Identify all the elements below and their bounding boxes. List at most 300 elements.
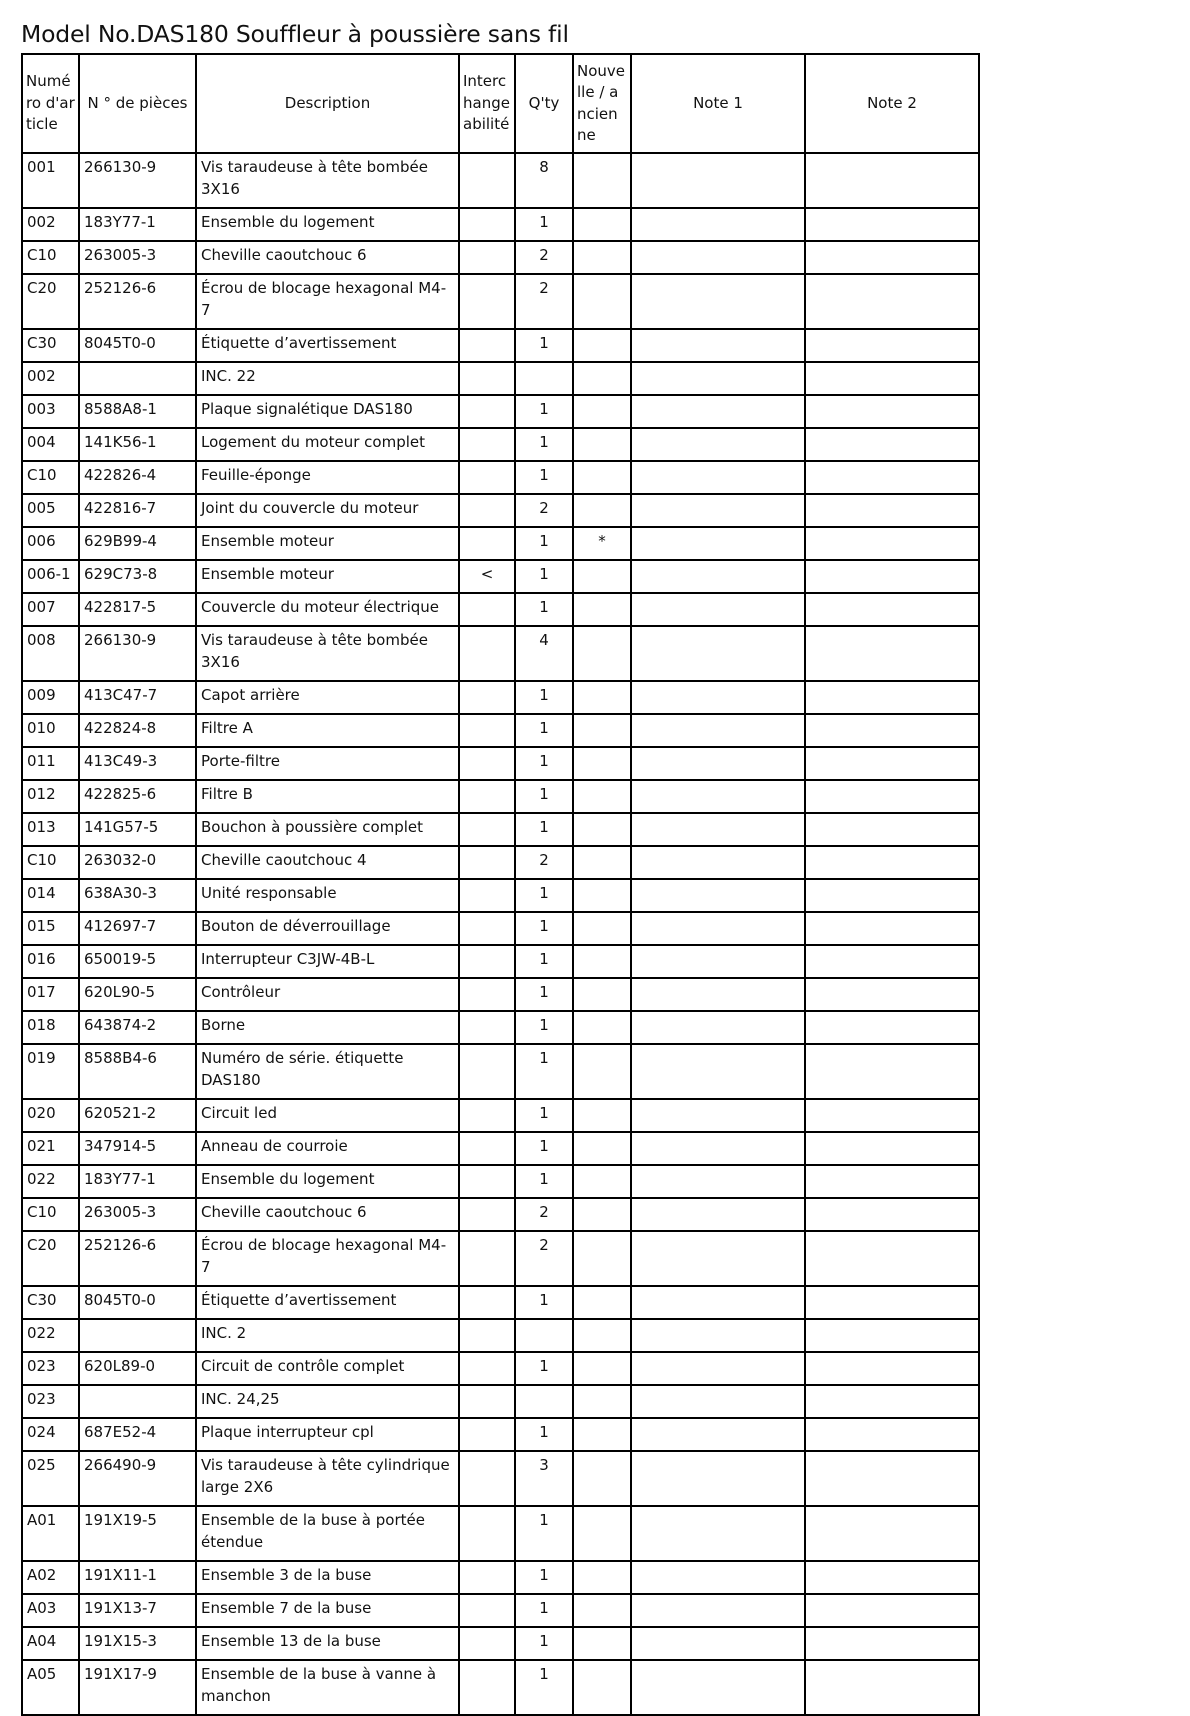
cell-interchangeability: [459, 714, 515, 747]
cell-item-number: 005: [22, 494, 79, 527]
cell-new-old: [573, 1231, 631, 1286]
cell-new-old: [573, 1418, 631, 1451]
cell-item-number: 022: [22, 1165, 79, 1198]
cell-interchangeability: [459, 813, 515, 846]
parts-table: [21, 53, 980, 1716]
table-row: [22, 780, 979, 813]
cell-note-2: [805, 274, 979, 329]
cell-note-1: [631, 593, 805, 626]
cell-new-old: [573, 747, 631, 780]
cell-part-number: 266490-9: [79, 1451, 196, 1506]
cell-note-1: [631, 945, 805, 978]
cell-part-number: 347914-5: [79, 1132, 196, 1165]
cell-note-1: [631, 747, 805, 780]
cell-quantity: 1: [515, 208, 573, 241]
cell-note-2: [805, 846, 979, 879]
cell-interchangeability: [459, 1132, 515, 1165]
cell-note-1: [631, 274, 805, 329]
cell-new-old: [573, 1198, 631, 1231]
cell-note-2: [805, 1660, 979, 1715]
cell-new-old: [573, 945, 631, 978]
cell-quantity: 2: [515, 1231, 573, 1286]
cell-note-2: [805, 208, 979, 241]
table-row: [22, 1506, 979, 1561]
cell-interchangeability: [459, 494, 515, 527]
cell-quantity: 1: [515, 1011, 573, 1044]
cell-interchangeability: [459, 879, 515, 912]
table-row: [22, 813, 979, 846]
cell-quantity: 1: [515, 329, 573, 362]
cell-item-number: C30: [22, 329, 79, 362]
cell-new-old: [573, 1286, 631, 1319]
table-row: [22, 1561, 979, 1594]
cell-note-1: [631, 1044, 805, 1099]
cell-description: Feuille-éponge: [196, 461, 459, 494]
cell-note-2: [805, 1319, 979, 1352]
cell-interchangeability: [459, 945, 515, 978]
cell-description: Plaque signalétique DAS180: [196, 395, 459, 428]
cell-item-number: 006: [22, 527, 79, 560]
cell-description: Logement du moteur complet: [196, 428, 459, 461]
cell-item-number: C20: [22, 1231, 79, 1286]
cell-note-2: [805, 241, 979, 274]
cell-quantity: 2: [515, 846, 573, 879]
cell-new-old: [573, 978, 631, 1011]
cell-quantity: 1: [515, 1286, 573, 1319]
cell-new-old: [573, 461, 631, 494]
cell-quantity: 1: [515, 780, 573, 813]
cell-part-number: 266130-9: [79, 153, 196, 208]
cell-part-number: 8588B4-6: [79, 1044, 196, 1099]
cell-new-old: [573, 1099, 631, 1132]
header-new-old: Nouvelle / ancienne: [573, 54, 631, 153]
cell-note-1: [631, 362, 805, 395]
cell-new-old: [573, 274, 631, 329]
cell-part-number: 191X13-7: [79, 1594, 196, 1627]
cell-item-number: 003: [22, 395, 79, 428]
cell-new-old: [573, 593, 631, 626]
cell-new-old: [573, 1165, 631, 1198]
cell-quantity: 1: [515, 1132, 573, 1165]
cell-description: Ensemble 13 de la buse: [196, 1627, 459, 1660]
cell-note-2: [805, 1132, 979, 1165]
table-row: [22, 1165, 979, 1198]
cell-item-number: C20: [22, 274, 79, 329]
cell-interchangeability: [459, 1506, 515, 1561]
cell-description: Circuit de contrôle complet: [196, 1352, 459, 1385]
cell-item-number: 015: [22, 912, 79, 945]
cell-quantity: 1: [515, 1044, 573, 1099]
cell-interchangeability: [459, 153, 515, 208]
cell-note-1: [631, 1385, 805, 1418]
table-row: [22, 1385, 979, 1418]
cell-interchangeability: [459, 1044, 515, 1099]
cell-part-number: 650019-5: [79, 945, 196, 978]
cell-interchangeability: [459, 846, 515, 879]
cell-part-number: 687E52-4: [79, 1418, 196, 1451]
cell-note-1: [631, 494, 805, 527]
cell-note-2: [805, 714, 979, 747]
cell-note-1: [631, 1165, 805, 1198]
cell-item-number: A01: [22, 1506, 79, 1561]
table-row: [22, 329, 979, 362]
cell-interchangeability: [459, 978, 515, 1011]
cell-quantity: 2: [515, 494, 573, 527]
cell-interchangeability: [459, 1198, 515, 1231]
cell-item-number: 004: [22, 428, 79, 461]
cell-new-old: [573, 1132, 631, 1165]
cell-item-number: 020: [22, 1099, 79, 1132]
cell-interchangeability: [459, 780, 515, 813]
cell-note-2: [805, 593, 979, 626]
table-row: [22, 1011, 979, 1044]
cell-note-2: [805, 1385, 979, 1418]
cell-note-2: [805, 626, 979, 681]
cell-note-1: [631, 813, 805, 846]
cell-new-old: [573, 1011, 631, 1044]
cell-item-number: 021: [22, 1132, 79, 1165]
table-row: [22, 208, 979, 241]
cell-description: INC. 22: [196, 362, 459, 395]
cell-description: Bouchon à poussière complet: [196, 813, 459, 846]
cell-new-old: [573, 1506, 631, 1561]
table-row: [22, 1132, 979, 1165]
cell-new-old: [573, 1319, 631, 1352]
cell-part-number: 191X15-3: [79, 1627, 196, 1660]
cell-interchangeability: [459, 1561, 515, 1594]
table-row: [22, 1044, 979, 1099]
cell-description: Ensemble moteur: [196, 560, 459, 593]
cell-new-old: [573, 1627, 631, 1660]
cell-description: Contrôleur: [196, 978, 459, 1011]
cell-new-old: [573, 560, 631, 593]
cell-note-1: [631, 1319, 805, 1352]
cell-part-number: 620521-2: [79, 1099, 196, 1132]
table-row: [22, 527, 979, 560]
table-row: [22, 428, 979, 461]
cell-new-old: [573, 813, 631, 846]
cell-description: Cheville caoutchouc 6: [196, 241, 459, 274]
cell-quantity: 8: [515, 153, 573, 208]
cell-new-old: [573, 714, 631, 747]
cell-quantity: 1: [515, 912, 573, 945]
cell-note-2: [805, 879, 979, 912]
table-row: [22, 978, 979, 1011]
cell-note-1: [631, 329, 805, 362]
table-row: [22, 461, 979, 494]
cell-part-number: 263032-0: [79, 846, 196, 879]
cell-part-number: [79, 1385, 196, 1418]
cell-note-1: [631, 846, 805, 879]
cell-interchangeability: [459, 1286, 515, 1319]
cell-new-old: [573, 208, 631, 241]
cell-new-old: [573, 428, 631, 461]
cell-interchangeability: [459, 208, 515, 241]
cell-quantity: 4: [515, 626, 573, 681]
table-row: [22, 846, 979, 879]
cell-part-number: 643874-2: [79, 1011, 196, 1044]
cell-quantity: [515, 362, 573, 395]
cell-note-1: [631, 1594, 805, 1627]
cell-interchangeability: [459, 1451, 515, 1506]
table-row: [22, 1660, 979, 1715]
cell-new-old: [573, 1561, 631, 1594]
table-row: [22, 747, 979, 780]
cell-description: Ensemble du logement: [196, 1165, 459, 1198]
cell-note-2: [805, 1165, 979, 1198]
cell-description: Vis taraudeuse à tête bombée 3X16: [196, 153, 459, 208]
table-row: [22, 714, 979, 747]
cell-interchangeability: [459, 1231, 515, 1286]
table-row: [22, 1198, 979, 1231]
cell-note-2: [805, 1561, 979, 1594]
cell-interchangeability: [459, 1385, 515, 1418]
cell-note-2: [805, 1198, 979, 1231]
cell-note-2: [805, 912, 979, 945]
cell-note-2: [805, 1594, 979, 1627]
cell-note-2: [805, 362, 979, 395]
cell-note-2: [805, 1352, 979, 1385]
cell-quantity: 1: [515, 593, 573, 626]
cell-note-1: [631, 461, 805, 494]
cell-note-2: [805, 747, 979, 780]
cell-note-1: [631, 527, 805, 560]
table-row: [22, 362, 979, 395]
cell-interchangeability: [459, 1165, 515, 1198]
table-row: [22, 241, 979, 274]
cell-part-number: 141G57-5: [79, 813, 196, 846]
header-note-2: Note 2: [805, 54, 979, 153]
cell-description: Borne: [196, 1011, 459, 1044]
cell-item-number: 022: [22, 1319, 79, 1352]
cell-item-number: 014: [22, 879, 79, 912]
table-row: [22, 879, 979, 912]
cell-description: Bouton de déverrouillage: [196, 912, 459, 945]
cell-part-number: 422817-5: [79, 593, 196, 626]
cell-note-1: [631, 1352, 805, 1385]
cell-interchangeability: [459, 1594, 515, 1627]
table-row: [22, 593, 979, 626]
cell-note-1: [631, 1561, 805, 1594]
cell-note-2: [805, 1451, 979, 1506]
cell-interchangeability: [459, 747, 515, 780]
cell-description: Vis taraudeuse à tête cylindrique large 2X6: [196, 1451, 459, 1506]
cell-part-number: 8045T0-0: [79, 329, 196, 362]
header-quantity: Q'ty: [515, 54, 573, 153]
cell-quantity: 1: [515, 747, 573, 780]
cell-quantity: 1: [515, 527, 573, 560]
cell-item-number: 019: [22, 1044, 79, 1099]
cell-item-number: 018: [22, 1011, 79, 1044]
table-row: [22, 912, 979, 945]
cell-item-number: 023: [22, 1352, 79, 1385]
cell-item-number: 013: [22, 813, 79, 846]
cell-interchangeability: [459, 428, 515, 461]
cell-description: Cheville caoutchouc 4: [196, 846, 459, 879]
cell-description: Ensemble de la buse à portée étendue: [196, 1506, 459, 1561]
cell-note-1: [631, 1660, 805, 1715]
table-row: [22, 1319, 979, 1352]
cell-note-1: [631, 1286, 805, 1319]
cell-part-number: 8045T0-0: [79, 1286, 196, 1319]
header-description: Description: [196, 54, 459, 153]
cell-description: Écrou de blocage hexagonal M4-7: [196, 274, 459, 329]
cell-part-number: 266130-9: [79, 626, 196, 681]
cell-quantity: 1: [515, 1627, 573, 1660]
cell-quantity: 2: [515, 241, 573, 274]
cell-item-number: 009: [22, 681, 79, 714]
cell-part-number: 191X17-9: [79, 1660, 196, 1715]
cell-interchangeability: [459, 1099, 515, 1132]
cell-part-number: 191X19-5: [79, 1506, 196, 1561]
cell-part-number: 422825-6: [79, 780, 196, 813]
cell-part-number: 263005-3: [79, 241, 196, 274]
cell-new-old: [573, 329, 631, 362]
cell-new-old: [573, 362, 631, 395]
cell-quantity: 1: [515, 1660, 573, 1715]
cell-description: Anneau de courroie: [196, 1132, 459, 1165]
cell-interchangeability: [459, 1627, 515, 1660]
cell-note-2: [805, 428, 979, 461]
cell-quantity: 3: [515, 1451, 573, 1506]
table-row: [22, 494, 979, 527]
cell-description: Écrou de blocage hexagonal M4-7: [196, 1231, 459, 1286]
cell-interchangeability: [459, 329, 515, 362]
table-row: [22, 395, 979, 428]
cell-item-number: 017: [22, 978, 79, 1011]
cell-new-old: *: [573, 527, 631, 560]
cell-description: Cheville caoutchouc 6: [196, 1198, 459, 1231]
cell-interchangeability: [459, 1660, 515, 1715]
cell-note-1: [631, 879, 805, 912]
cell-quantity: 1: [515, 461, 573, 494]
cell-description: Filtre B: [196, 780, 459, 813]
table-row: [22, 1451, 979, 1506]
cell-note-1: [631, 714, 805, 747]
cell-new-old: [573, 1451, 631, 1506]
cell-quantity: 1: [515, 945, 573, 978]
cell-note-1: [631, 1011, 805, 1044]
cell-part-number: 412697-7: [79, 912, 196, 945]
cell-part-number: 191X11-1: [79, 1561, 196, 1594]
cell-part-number: 620L89-0: [79, 1352, 196, 1385]
cell-item-number: 008: [22, 626, 79, 681]
cell-quantity: 1: [515, 681, 573, 714]
cell-note-2: [805, 978, 979, 1011]
header-part-number: N ° de pièces: [79, 54, 196, 153]
cell-note-2: [805, 560, 979, 593]
cell-description: Filtre A: [196, 714, 459, 747]
table-row: [22, 153, 979, 208]
cell-description: Ensemble de la buse à vanne à manchon: [196, 1660, 459, 1715]
header-interchangeability: Interchangeabilité: [459, 54, 515, 153]
cell-quantity: 1: [515, 1099, 573, 1132]
cell-note-1: [631, 1099, 805, 1132]
cell-new-old: [573, 681, 631, 714]
cell-part-number: 422816-7: [79, 494, 196, 527]
cell-note-2: [805, 813, 979, 846]
cell-quantity: 1: [515, 428, 573, 461]
cell-note-2: [805, 945, 979, 978]
header-note-1: Note 1: [631, 54, 805, 153]
cell-item-number: 010: [22, 714, 79, 747]
cell-new-old: [573, 153, 631, 208]
cell-quantity: 1: [515, 395, 573, 428]
cell-quantity: 1: [515, 1418, 573, 1451]
table-body: [22, 153, 979, 1715]
cell-interchangeability: [459, 626, 515, 681]
cell-interchangeability: [459, 1418, 515, 1451]
cell-note-2: [805, 527, 979, 560]
table-row: [22, 1352, 979, 1385]
cell-note-1: [631, 1418, 805, 1451]
cell-note-1: [631, 1506, 805, 1561]
cell-part-number: 413C47-7: [79, 681, 196, 714]
cell-item-number: 006-1: [22, 560, 79, 593]
cell-quantity: 1: [515, 1506, 573, 1561]
cell-part-number: [79, 362, 196, 395]
cell-note-1: [631, 681, 805, 714]
table-row: [22, 681, 979, 714]
cell-quantity: 1: [515, 1594, 573, 1627]
cell-description: Ensemble moteur: [196, 527, 459, 560]
cell-quantity: 1: [515, 714, 573, 747]
cell-part-number: 252126-6: [79, 274, 196, 329]
cell-item-number: 011: [22, 747, 79, 780]
cell-description: Capot arrière: [196, 681, 459, 714]
cell-note-1: [631, 208, 805, 241]
cell-item-number: C10: [22, 1198, 79, 1231]
cell-part-number: [79, 1319, 196, 1352]
table-row: [22, 945, 979, 978]
cell-note-2: [805, 1627, 979, 1660]
cell-interchangeability: [459, 912, 515, 945]
table-header-row: [22, 54, 979, 153]
cell-part-number: 422826-4: [79, 461, 196, 494]
cell-note-1: [631, 1451, 805, 1506]
cell-item-number: C10: [22, 241, 79, 274]
cell-note-2: [805, 461, 979, 494]
cell-new-old: [573, 241, 631, 274]
cell-description: Numéro de série. étiquette DAS180: [196, 1044, 459, 1099]
cell-part-number: 620L90-5: [79, 978, 196, 1011]
cell-part-number: 8588A8-1: [79, 395, 196, 428]
cell-item-number: 025: [22, 1451, 79, 1506]
cell-description: Interrupteur C3JW-4B-L: [196, 945, 459, 978]
table-row: [22, 1286, 979, 1319]
cell-note-2: [805, 494, 979, 527]
cell-description: Ensemble 3 de la buse: [196, 1561, 459, 1594]
cell-part-number: 413C49-3: [79, 747, 196, 780]
cell-part-number: 141K56-1: [79, 428, 196, 461]
cell-note-2: [805, 1286, 979, 1319]
cell-quantity: 1: [515, 879, 573, 912]
cell-part-number: 183Y77-1: [79, 208, 196, 241]
cell-new-old: [573, 846, 631, 879]
cell-interchangeability: [459, 241, 515, 274]
cell-note-2: [805, 1044, 979, 1099]
page-title: Model No.DAS180 Souffleur à poussière sans fil: [21, 20, 569, 48]
cell-item-number: 002: [22, 208, 79, 241]
cell-new-old: [573, 1660, 631, 1715]
cell-quantity: 2: [515, 274, 573, 329]
cell-interchangeability: [459, 1319, 515, 1352]
cell-interchangeability: [459, 1352, 515, 1385]
cell-part-number: 638A30-3: [79, 879, 196, 912]
cell-part-number: 183Y77-1: [79, 1165, 196, 1198]
cell-item-number: 002: [22, 362, 79, 395]
cell-quantity: 1: [515, 1561, 573, 1594]
